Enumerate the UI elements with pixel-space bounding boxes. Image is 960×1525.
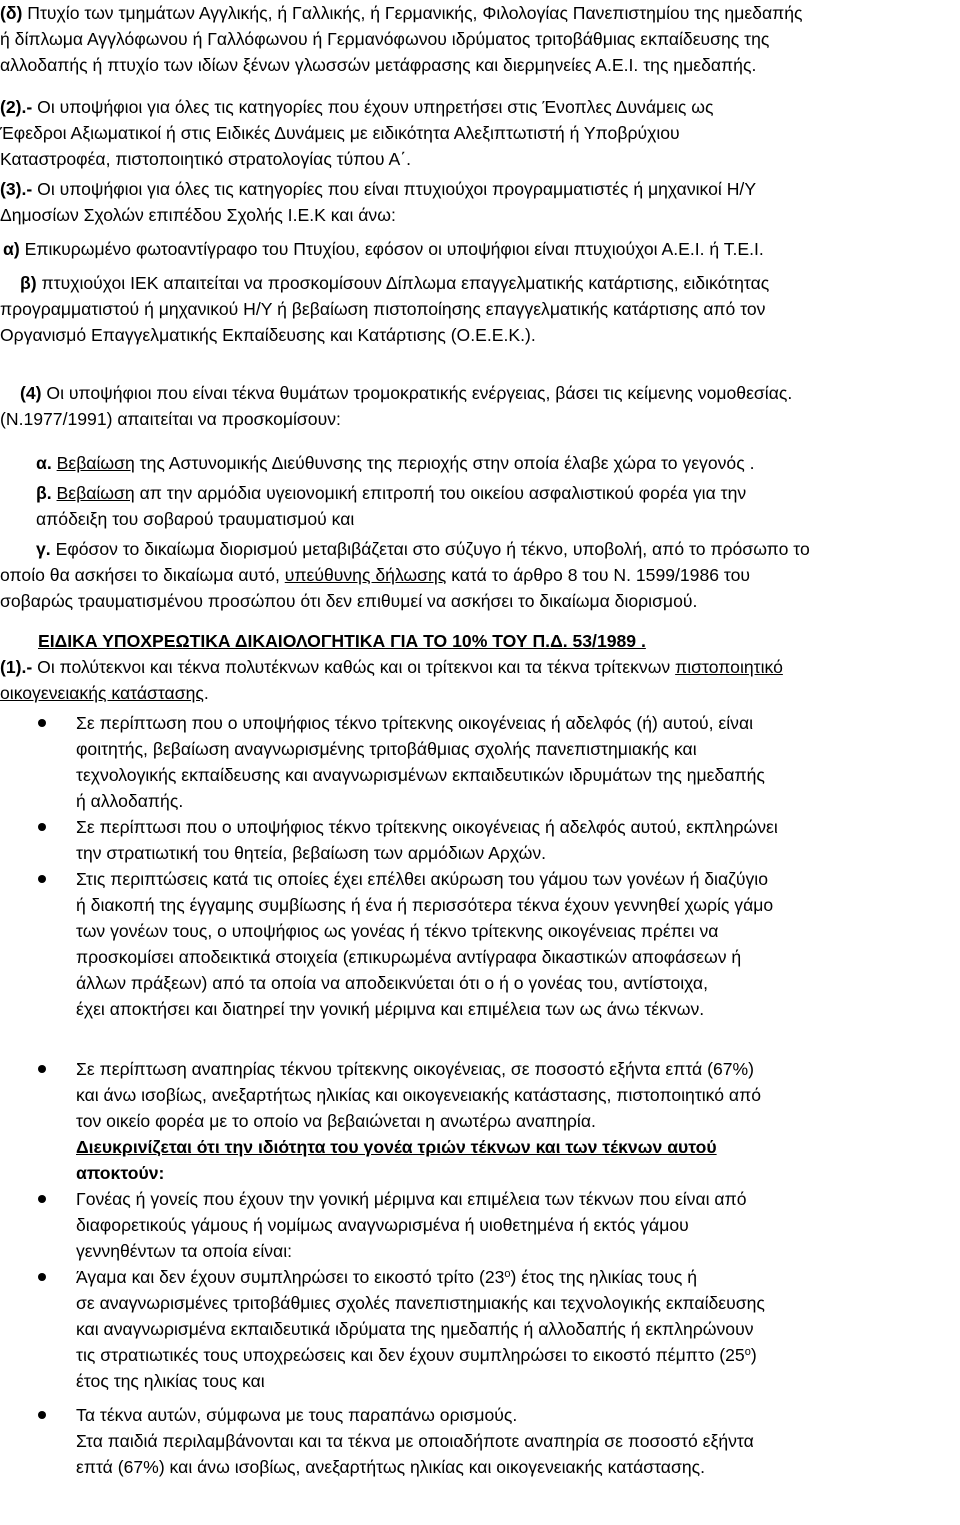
- item-4-line-1: (4) Οι υποψήφιοι που είναι τέκνα θυμάτων τρομοκρατικής ενέργειας, βάσει τις κείμενης νομοθεσίας.: [20, 383, 793, 403]
- bullet-item: Σε περίπτωση που ο υποψήφιος τέκνο τρίτεκνης οικογένειας ή αδελφός (ή) αυτού, είναι φοιτητής, βεβαίωση αναγνωρισμένης τριτοβάθμιας σχολής πανεπιστημιακής και τεχνολογικής εκπαίδευσης και αναγνωρισμένων εκπαιδευτικών ιδρυμάτων της ημεδαπής ή αλλοδαπής.: [0, 710, 945, 814]
- bullet-list-1: [0, 710, 945, 1022]
- certificate-link: Βεβαίωση: [56, 453, 135, 473]
- bullet-item: Σε περίπτωση αναπηρίας τέκνου τρίτεκνης οικογένειας, σε ποσοστό εξήντα επτά (67%) και άνω ισοβίως, ανεξαρτήτως ηλικίας και οικογενειακής κατάστασης, πιστοποιητικό από τον οικείο φορέα με το οποίο να βεβαιώνεται η ανωτέρω αναπηρία. Διευκρινίζεται ότι την ιδιότητα του γονέα τριών τέκνων και των τέκνων αυτού αποκτούν:: [0, 1056, 945, 1186]
- special-item-1-line-2: οικογενειακής κατάστασης.: [0, 683, 209, 703]
- declaration-link: υπεύθυνης δήλωσης: [284, 565, 447, 585]
- item-4-c-line-1: γ. Εφόσον το δικαίωμα διορισμού μεταβιβάζεται στο σύζυγο ή τέκνο, υποβολή, από το πρόσωπο το: [36, 539, 810, 559]
- item-4-b-line-2: απόδειξη του σοβαρού τραυματισμού και: [36, 509, 355, 529]
- item-4: [0, 380, 960, 614]
- item-2: [0, 94, 960, 172]
- special-item-1-line-1: (1).- Οι πολύτεκνοι και τέκνα πολυτέκνων καθώς και οι τρίτεκνοι και τα τέκνα τρίτεκνων πιστοποιητικό: [0, 657, 783, 677]
- item-3-a: α) Επικυρωμένο φωτοαντίγραφο του Πτυχίου, εφόσον οι υποψήφιοι είναι πτυχιούχοι Α.Ε.Ι. ή Τ.Ε.Ι.: [3, 239, 764, 259]
- item-4-a: α. Βεβαίωση της Αστυνομικής Διεύθυνσης της περιοχής στην οποία έλαβε χώρα το γεγονός .: [36, 453, 755, 473]
- item-3-b-line-2: προγραμματιστού ή μηχανικού Η/Υ ή βεβαίωση πιστοποίησης επαγγελματικής κατάρτισης από τον: [0, 299, 766, 319]
- bullet-icon: [38, 875, 46, 883]
- special-section: [0, 628, 960, 706]
- bullet-item: Στις περιπτώσεις κατά τις οποίες έχει επέλθει ακύρωση του γάμου των γονέων ή διαζύγιο ή διακοπή της έγγαμης συμβίωσης ή ένα ή περισσότερα τέκνα έχουν γεννηθεί χωρίς γάμο των γονέων τους, ο υποψήφιος ως γονέας ή τέκνο τρίτεκνης οικογένειας πρέπει να προσκομίσει αποδεικτικά στοιχεία (επικυρωμένα αντίγραφα δικαστικών αποφάσεων ή άλλων πράξεων) από τα οποία να αποδεικνύεται ότι ο ή ο γονέας του, αντίστοιχα, έχει αποκτήσει και διατηρεί την γονική μέριμνα και επιμέλεια των ως άνω τέκνων.: [0, 866, 945, 1022]
- bullet-item: Τα τέκνα αυτών, σύμφωνα με τους παραπάνω ορισμούς. Στα παιδιά περιλαμβάνονται και τα τέκνα με οποιαδήποτε αναπηρία σε ποσοστό εξήντα επτά (67%) και άνω ισοβίως, ανεξαρτήτως ηλικίας και οικογενειακής κατάστασης.: [0, 1402, 945, 1480]
- special-heading: ΕΙΔΙΚΑ ΥΠΟΧΡΕΩΤΙΚΑ ΔΙΚΑΙΟΛΟΓΗΤΙΚΑ ΓΙΑ ΤΟ 10% ΤΟΥ Π.Δ. 53/1989 .: [38, 631, 646, 651]
- item-4-line-2: (Ν.1977/1991) απαιτείται να προσκομίσουν:: [0, 409, 341, 429]
- item-2-line-2: Έφεδροι Αξιωματικοί ή στις Ειδικές Δυνάμεις με ειδικότητα Αλεξιπτωτιστή ή Υποβρύχιου: [0, 123, 680, 143]
- bullet-icon: [38, 1195, 46, 1203]
- item-3-b-line-3: Οργανισμό Επαγγελματικής Εκπαίδευσης και Κατάρτισης (Ο.Ε.Ε.Κ.).: [0, 325, 536, 345]
- item-3-line-2: Δημοσίων Σχολών επιπέδου Σχολής Ι.Ε.Κ και άνω:: [0, 205, 396, 225]
- section-delta-line-2: ή δίπλωμα Αγγλόφωνου ή Γαλλόφωνου ή Γερμανόφωνου ιδρύματος τριτοβάθμιας εκπαίδευσης της: [0, 29, 770, 49]
- bullet-item: Άγαμα και δεν έχουν συμπληρώσει το εικοστό τρίτο $(23^o)$ έτος της ηλικίας τους ή σε αναγνωρισμένες τριτοβάθμιες σχολές πανεπιστημιακής και τεχνολογικής εκπαίδευσης και αναγνωρισμένα εκπαιδευτικά ιδρύματα της ημεδαπής ή αλλοδαπής ή εκπληρώνουν τις στρατιωτικές τους υποχρεώσεις και δεν έχουν συμπληρώσει το εικοστό πέμπτο $(25^o)$ έτος της ηλικίας τους και: [0, 1264, 945, 1394]
- bullet-icon: [38, 1273, 46, 1281]
- item-4-b-line-1: β. Βεβαίωση απ την αρμόδια υγειονομική επιτροπή του οικείου ασφαλιστικού φορέα για την: [36, 483, 747, 503]
- bullet-icon: [38, 719, 46, 727]
- item-3-label: (3).-: [0, 179, 33, 199]
- clarification-heading: Διευκρινίζεται ότι την ιδιότητα του γονέα τριών τέκνων και των τέκνων αυτού: [76, 1137, 717, 1157]
- item-4-label: (4): [20, 383, 42, 403]
- bullet-icon: [38, 823, 46, 831]
- section-delta-line-3: αλλοδαπής ή πτυχίο των ιδίων ξένων γλωσσών μετάφρασης και διερμηνείες Α.Ε.Ι. της ημεδαπής.: [0, 55, 757, 75]
- bullet-list-2: [0, 1056, 945, 1480]
- item-3-line-1: (3).- Οι υποψήφιοι για όλες τις κατηγορίες που είναι πτυχιούχοι προγραμματιστές ή μηχανικοί Η/Υ: [0, 179, 757, 199]
- item-2-label: (2).-: [0, 97, 33, 117]
- item-3: [0, 176, 960, 348]
- item-2-line-1: (2).- Οι υποψήφιοι για όλες τις κατηγορίες που έχουν υπηρετήσει στις Ένοπλες Δυνάμεις ως: [0, 97, 714, 117]
- section-delta-line-1: (δ) Πτυχίο των τμημάτων Αγγλικής, ή Γαλλικής, ή Γερμανικής, Φιλολογίας Πανεπιστημίου της ημεδαπής: [0, 3, 803, 23]
- item-3-b-line-1: β) πτυχιούχοι ΙΕΚ απαιτείται να προσκομίσουν Δίπλωμα επαγγελματικής κατάρτισης, ειδικότητας: [20, 273, 770, 293]
- item-2-line-3: Καταστροφέα, πιστοποιητικό στρατολογίας τύπου Α΄.: [0, 149, 411, 169]
- section-delta-label: (δ): [0, 3, 23, 23]
- item-4-c-line-3: σοβαρώς τραυματισμένου προσώπου ότι δεν επιθυμεί να ασκήσει το δικαίωμα διορισμού.: [0, 591, 698, 611]
- bullet-item: Σε περίπτωσι που ο υποψήφιος τέκνο τρίτεκνης οικογένειας ή αδελφός αυτού, εκπληρώνει την στρατιωτική του θητεία, βεβαίωση των αρμόδιων Αρχών.: [0, 814, 945, 866]
- section-delta: [0, 0, 960, 78]
- bullet-icon: [38, 1065, 46, 1073]
- bullet-icon: [38, 1411, 46, 1419]
- item-4-c-line-2: οποίο θα ασκήσει το δικαίωμα αυτό, υπεύθυνης δήλωσης κατά το άρθρο 8 του Ν. 1599/1986 του: [0, 565, 751, 585]
- bullet-item: Γονέας ή γονείς που έχουν την γονική μέριμνα και επιμέλεια των τέκνων που είναι από διαφορετικούς γάμους ή νομίμως αναγνωρισμένα ή υιοθετημένα ή εκτός γάμου γεννηθέντων τα οποία είναι:: [0, 1186, 945, 1264]
